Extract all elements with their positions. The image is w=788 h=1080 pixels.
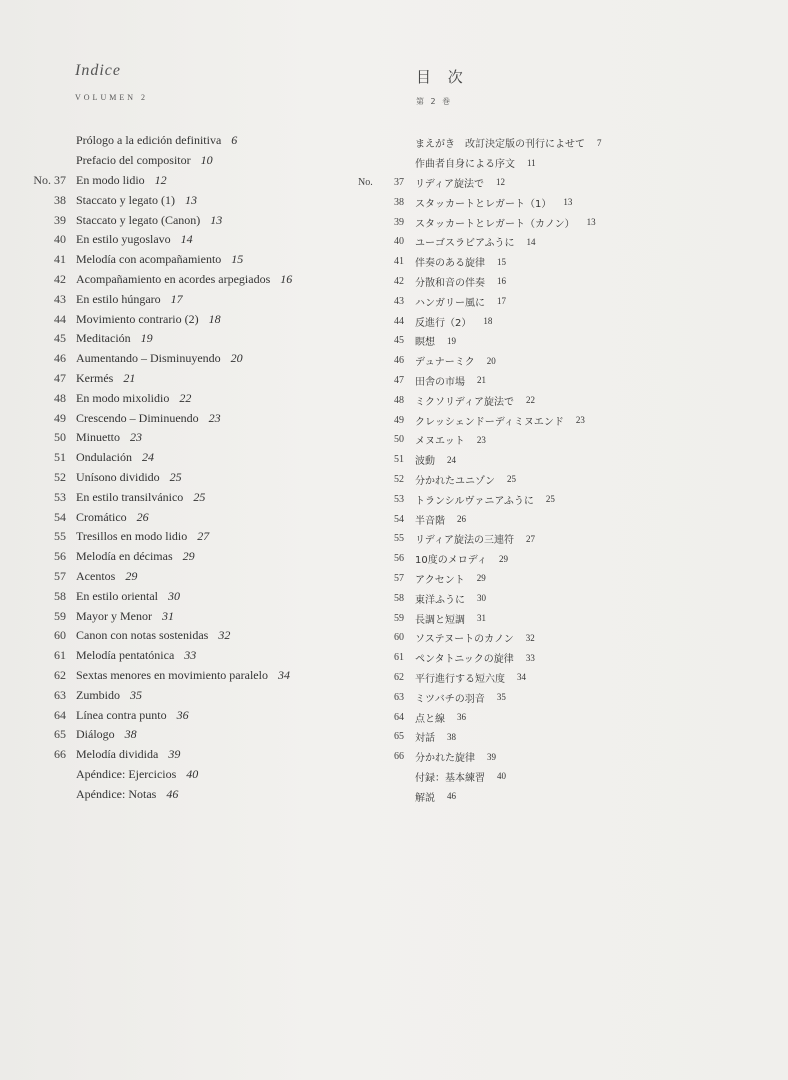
entry-page-number: 39 bbox=[168, 747, 181, 762]
toc-entry bbox=[350, 173, 770, 193]
toc-entry bbox=[20, 329, 380, 349]
toc-entry bbox=[350, 371, 770, 391]
toc-entry bbox=[20, 507, 380, 527]
entry-number: 47 bbox=[54, 370, 66, 385]
entry-page-number: 46 bbox=[447, 791, 456, 802]
entry-page-number: 14 bbox=[180, 232, 193, 247]
entry-number: 41 bbox=[54, 252, 66, 267]
entry-page-number: 33 bbox=[525, 652, 535, 663]
entry-title: スタッカートとレガート（1） bbox=[415, 198, 552, 210]
entry-number: 46 bbox=[394, 355, 404, 367]
entry-page-number: 18 bbox=[208, 311, 221, 326]
entry-title: 分かれた旋律 bbox=[415, 753, 475, 765]
toc-entry bbox=[20, 765, 380, 785]
entry-title: Zumbido bbox=[76, 687, 120, 702]
entry-title: Movimiento contrario (2) bbox=[76, 311, 199, 326]
toc-entry bbox=[20, 685, 380, 705]
entry-title: ソステヌートのカノン bbox=[415, 634, 514, 646]
entry-title: Melodía pentatónica bbox=[76, 648, 175, 663]
entry-page-number: 26 bbox=[136, 509, 149, 524]
entry-title: メヌエット bbox=[415, 436, 465, 448]
entry-number: 60 bbox=[394, 632, 404, 644]
toc-entry bbox=[20, 646, 380, 666]
toc-entry bbox=[20, 309, 380, 329]
entry-title: En estilo húngaro bbox=[76, 291, 161, 306]
entry-page-number: 17 bbox=[170, 291, 183, 306]
entry-title: Melodía en décimas bbox=[76, 549, 173, 564]
entry-page-number: 32 bbox=[525, 632, 535, 643]
toc-entry bbox=[350, 212, 770, 232]
toc-entry bbox=[350, 727, 770, 747]
entry-title: Línea contra punto bbox=[76, 707, 167, 722]
toc-entry bbox=[350, 351, 770, 371]
entry-number: 64 bbox=[54, 707, 66, 722]
entry-number: 41 bbox=[394, 256, 404, 268]
toc-entry bbox=[20, 408, 380, 428]
entry-title: Aumentando – Disminuyendo bbox=[76, 351, 221, 366]
toc-entry bbox=[20, 626, 380, 646]
entry-number: 66 bbox=[394, 751, 404, 763]
entry-title: 作曲者自身による序文 bbox=[415, 159, 515, 171]
toc-entry bbox=[20, 567, 380, 587]
entry-number: 47 bbox=[394, 374, 404, 386]
entry-page-number: 29 bbox=[476, 573, 486, 584]
toc-entry bbox=[350, 430, 770, 450]
entry-number: 40 bbox=[394, 236, 404, 248]
entry-number: 51 bbox=[54, 450, 66, 465]
entry-page-number: 38 bbox=[124, 727, 137, 742]
entry-page-number: 23 bbox=[575, 415, 585, 426]
entry-title: Meditación bbox=[76, 331, 131, 346]
entry-number: 54 bbox=[394, 513, 404, 525]
entry-page-number: 11 bbox=[527, 157, 536, 168]
toc-entry bbox=[350, 767, 770, 787]
entry-page-number: 29 bbox=[498, 553, 508, 564]
entry-page-number: 25 bbox=[169, 469, 182, 484]
toc-entry bbox=[350, 272, 770, 292]
entry-number: 65 bbox=[54, 727, 66, 742]
entry-number: 56 bbox=[394, 553, 404, 565]
entry-number: 57 bbox=[394, 572, 404, 584]
toc-entry bbox=[20, 666, 380, 686]
entry-title: クレッシェンドーディミヌエンド bbox=[415, 416, 564, 428]
entry-page-number: 36 bbox=[176, 707, 189, 722]
entry-page-number: 23 bbox=[476, 434, 486, 445]
entry-title: リディア旋法の三連符 bbox=[415, 535, 514, 547]
entry-title: リディア旋法で bbox=[415, 178, 484, 190]
toc-entry bbox=[350, 232, 770, 252]
entry-title: 反進行（2） bbox=[415, 317, 472, 329]
entry-page-number: 30 bbox=[477, 593, 486, 604]
entry-title: Diálogo bbox=[76, 727, 115, 742]
entry-number: 59 bbox=[54, 608, 66, 623]
toc-entry bbox=[350, 410, 770, 430]
entry-number: 38 bbox=[394, 196, 404, 208]
toc-entry bbox=[350, 608, 770, 628]
toc-entry bbox=[350, 747, 770, 767]
toc-entry bbox=[350, 707, 770, 727]
entry-number: 43 bbox=[394, 295, 404, 307]
entry-title: ミクソリディア旋法で bbox=[415, 396, 514, 408]
toc-entry bbox=[20, 725, 380, 745]
entry-page-number: 15 bbox=[231, 252, 244, 267]
entry-title: Staccato y legato (1) bbox=[76, 192, 175, 207]
toc-entry bbox=[350, 786, 770, 806]
entry-page-number: 12 bbox=[496, 177, 505, 188]
entry-number: 55 bbox=[54, 529, 66, 544]
entry-number: 62 bbox=[394, 671, 404, 683]
entry-page-number: 30 bbox=[167, 588, 180, 603]
entry-page-number: 20 bbox=[486, 355, 496, 366]
entry-page-number: 22 bbox=[526, 395, 535, 406]
entry-page-number: 15 bbox=[497, 256, 506, 267]
index-title-es: Indice bbox=[75, 62, 121, 79]
toc-entry bbox=[350, 687, 770, 707]
entry-number: 61 bbox=[54, 648, 66, 663]
entry-page-number: 40 bbox=[186, 766, 199, 781]
entry-page-number: 10 bbox=[200, 153, 213, 168]
entry-title: Prólogo a la edición definitiva bbox=[76, 133, 222, 148]
entry-title: 半音階 bbox=[415, 515, 445, 527]
entry-page-number: 27 bbox=[197, 529, 210, 544]
number-prefix-label: No. bbox=[358, 176, 373, 188]
toc-entry bbox=[350, 192, 770, 212]
toc-entry bbox=[20, 745, 380, 765]
entry-page-number: 24 bbox=[447, 454, 456, 465]
entry-page-number: 31 bbox=[161, 608, 174, 623]
entry-number: 58 bbox=[54, 588, 66, 603]
toc-entry bbox=[350, 489, 770, 509]
entry-title: Melodía con acompañamiento bbox=[76, 252, 222, 267]
entry-number: 39 bbox=[394, 216, 404, 228]
entry-title: 点と線 bbox=[415, 713, 445, 725]
entry-page-number: 27 bbox=[526, 533, 535, 544]
entry-title: アクセント bbox=[415, 574, 465, 586]
entry-title: Tresillos en modo lidio bbox=[76, 529, 188, 544]
entry-title: 長調と短調 bbox=[415, 614, 465, 626]
volume-label-es: VOLUMEN 2 bbox=[75, 93, 148, 102]
entry-page-number: 7 bbox=[597, 137, 602, 148]
entry-page-number: 6 bbox=[231, 133, 238, 148]
entry-page-number: 23 bbox=[130, 430, 142, 445]
toc-entry bbox=[20, 784, 380, 804]
entry-title: Canon con notas sostenidas bbox=[76, 628, 209, 643]
entry-title: En estilo yugoslavo bbox=[76, 232, 171, 247]
toc-entry bbox=[20, 210, 380, 230]
entry-page-number: 19 bbox=[140, 331, 153, 346]
entry-title: ユーゴスラビアふうに bbox=[415, 238, 515, 250]
toc-entry bbox=[350, 470, 770, 490]
entry-page-number: 34 bbox=[277, 667, 290, 682]
entry-number: 64 bbox=[394, 711, 404, 723]
entry-title: トランシルヴァニアふうに bbox=[415, 495, 534, 507]
toc-entry bbox=[20, 230, 380, 250]
entry-title: ペンタトニックの旋律 bbox=[415, 654, 514, 666]
entry-title: Minuetto bbox=[76, 430, 120, 445]
toc-list-es bbox=[20, 131, 380, 804]
toc-entry bbox=[20, 448, 380, 468]
entry-page-number: 26 bbox=[457, 514, 466, 525]
entry-number: 55 bbox=[394, 533, 404, 545]
entry-number: 52 bbox=[54, 469, 66, 484]
entry-title: Staccato y legato (Canon) bbox=[76, 212, 201, 227]
toc-entry bbox=[350, 153, 770, 173]
entry-number: 57 bbox=[54, 568, 66, 583]
entry-number: 50 bbox=[394, 434, 404, 446]
entry-number: 44 bbox=[54, 311, 66, 326]
entry-title: 解説 bbox=[415, 792, 435, 804]
toc-entry bbox=[20, 369, 380, 389]
entry-page-number: 25 bbox=[545, 494, 555, 505]
toc-entry bbox=[20, 487, 380, 507]
entry-number: 50 bbox=[54, 430, 66, 445]
entry-number: 66 bbox=[54, 747, 66, 762]
entry-page-number: 13 bbox=[184, 192, 197, 207]
toc-entry bbox=[20, 586, 380, 606]
toc-entry bbox=[20, 527, 380, 547]
toc-entry bbox=[350, 569, 770, 589]
toc-entry bbox=[20, 190, 380, 210]
entry-page-number: 20 bbox=[230, 351, 243, 366]
entry-page-number: 35 bbox=[130, 687, 142, 702]
entry-number: 46 bbox=[54, 351, 66, 366]
toc-entry bbox=[350, 529, 770, 549]
entry-number-value: 37 bbox=[394, 176, 404, 188]
entry-title: 波動 bbox=[415, 456, 435, 468]
entry-number: 54 bbox=[54, 509, 66, 524]
entry-title: Apéndice: Ejercicios bbox=[76, 766, 177, 781]
entry-page-number: 23 bbox=[208, 410, 221, 425]
entry-title: Crescendo – Diminuendo bbox=[76, 410, 199, 425]
entry-number: 62 bbox=[54, 667, 66, 682]
entry-title: 分散和音の伴奏 bbox=[415, 277, 485, 289]
entry-page-number: 18 bbox=[483, 316, 493, 327]
entry-title: デュナーミク bbox=[415, 357, 475, 369]
entry-number: 38 bbox=[54, 192, 66, 207]
toc-entry bbox=[20, 131, 380, 151]
entry-page-number: 19 bbox=[447, 335, 456, 346]
volume-label-ja: 第 2 巻 bbox=[416, 97, 453, 106]
entry-page-number: 36 bbox=[457, 712, 466, 722]
entry-number: 61 bbox=[394, 652, 404, 664]
entry-title: Acentos bbox=[76, 568, 116, 583]
toc-entry bbox=[350, 390, 770, 410]
entry-number: 63 bbox=[394, 691, 404, 703]
toc-entry bbox=[350, 549, 770, 569]
toc-entry bbox=[350, 628, 770, 648]
entry-number: 48 bbox=[54, 390, 66, 405]
entry-number: 58 bbox=[394, 592, 404, 604]
entry-number: 40 bbox=[54, 232, 66, 247]
entry-title: Prefacio del compositor bbox=[76, 153, 191, 168]
entry-page-number: 13 bbox=[586, 217, 596, 228]
toc-entry bbox=[350, 509, 770, 529]
entry-number: 45 bbox=[394, 335, 404, 347]
toc-entry bbox=[20, 151, 380, 171]
entry-page-number: 33 bbox=[184, 648, 197, 663]
entry-title: Unísono dividido bbox=[76, 469, 160, 484]
entry-page-number: 29 bbox=[125, 568, 138, 583]
entry-number: 63 bbox=[54, 687, 66, 702]
entry-page-number: 13 bbox=[210, 212, 223, 227]
toc-entry bbox=[350, 668, 770, 688]
entry-page-number: 25 bbox=[507, 474, 516, 485]
entry-number: 39 bbox=[54, 212, 66, 227]
entry-number: 42 bbox=[394, 275, 404, 287]
toc-entry bbox=[20, 547, 380, 567]
toc-entry bbox=[350, 648, 770, 668]
entry-title: 田舎の市場 bbox=[415, 376, 465, 388]
entry-page-number: 46 bbox=[166, 786, 179, 801]
entry-title: 分かれたユニゾン bbox=[415, 475, 495, 487]
toc-entry bbox=[20, 289, 380, 309]
entry-number: 65 bbox=[394, 731, 404, 743]
entry-title: 対話 bbox=[415, 733, 435, 745]
entry-title: Ondulación bbox=[76, 450, 132, 465]
entry-title: ミツバチの羽音 bbox=[415, 693, 485, 705]
entry-number: 44 bbox=[394, 315, 404, 327]
entry-number: 48 bbox=[394, 394, 404, 406]
entry-title: スタッカートとレガート（カノン） bbox=[415, 218, 575, 230]
toc-entry bbox=[350, 311, 770, 331]
entry-page-number: 38 bbox=[447, 731, 456, 742]
entry-title: 伴奏のある旋律 bbox=[415, 258, 485, 270]
entry-number: 42 bbox=[54, 271, 66, 286]
entry-title: Cromático bbox=[76, 509, 127, 524]
toc-entry bbox=[350, 331, 770, 351]
toc-entry bbox=[350, 588, 770, 608]
toc-entry bbox=[20, 349, 380, 369]
entry-title: ハンガリー風に bbox=[415, 297, 485, 309]
toc-entry bbox=[350, 291, 770, 311]
entry-title: Acompañamiento en acordes arpegiados bbox=[76, 271, 271, 286]
entry-page-number: 29 bbox=[182, 549, 195, 564]
entry-page-number: 25 bbox=[193, 489, 206, 504]
entry-page-number: 40 bbox=[497, 771, 506, 782]
entry-title: Sextas menores en movimiento paralelo bbox=[76, 667, 268, 682]
entry-page-number: 21 bbox=[477, 375, 486, 386]
entry-number: 59 bbox=[394, 612, 404, 624]
toc-entry bbox=[350, 252, 770, 272]
entry-title: Kermés bbox=[76, 370, 114, 385]
index-title-ja: 目 次 bbox=[416, 68, 469, 86]
toc-entry bbox=[20, 270, 380, 290]
entry-title: En modo lidio bbox=[76, 172, 145, 187]
entry-title: Melodía dividida bbox=[76, 747, 159, 762]
entry-page-number: 17 bbox=[497, 296, 506, 307]
entry-title: Mayor y Menor bbox=[76, 608, 152, 623]
entry-number bbox=[350, 177, 415, 188]
entry-page-number: 16 bbox=[280, 271, 293, 286]
entry-title: 平行進行する短六度 bbox=[415, 673, 505, 685]
entry-page-number: 16 bbox=[497, 276, 506, 287]
entry-title: まえがき 改訂決定版の刊行によせて bbox=[415, 139, 585, 151]
entry-title: En modo mixolidio bbox=[76, 390, 170, 405]
entry-title: En estilo transilvánico bbox=[76, 489, 184, 504]
entry-number: 53 bbox=[394, 493, 404, 505]
entry-number: 56 bbox=[54, 549, 66, 564]
entry-title: En estilo oriental bbox=[76, 588, 158, 603]
entry-number: 45 bbox=[54, 331, 66, 346]
entry-title: 瞑想 bbox=[415, 337, 435, 349]
entry-page-number: 24 bbox=[142, 450, 154, 465]
toc-entry bbox=[350, 133, 770, 153]
toc-entry bbox=[20, 250, 380, 270]
toc-entry bbox=[20, 606, 380, 626]
entry-page-number: 21 bbox=[123, 370, 136, 385]
entry-number: 53 bbox=[54, 489, 66, 504]
entry-number: No. 37 bbox=[33, 172, 66, 187]
entry-page-number: 12 bbox=[154, 172, 167, 187]
entry-page-number: 13 bbox=[563, 197, 573, 208]
toc-entry bbox=[20, 428, 380, 448]
entry-page-number: 39 bbox=[487, 751, 496, 762]
entry-page-number: 31 bbox=[477, 613, 486, 624]
entry-page-number: 14 bbox=[526, 236, 536, 247]
entry-page-number: 35 bbox=[496, 692, 506, 703]
entry-page-number: 22 bbox=[179, 390, 192, 405]
entry-title: 10度のメロディ bbox=[415, 555, 487, 567]
entry-number: 51 bbox=[394, 454, 404, 466]
entry-title: 付録：基本練習 bbox=[415, 772, 485, 784]
entry-number: 49 bbox=[54, 410, 66, 425]
toc-entry bbox=[350, 450, 770, 470]
entry-number: 43 bbox=[54, 291, 66, 306]
toc-list-ja bbox=[350, 133, 770, 806]
toc-entry bbox=[20, 705, 380, 725]
toc-entry bbox=[20, 171, 380, 191]
toc-entry bbox=[20, 388, 380, 408]
entry-title: 東洋ふうに bbox=[415, 594, 465, 606]
entry-number: 60 bbox=[54, 628, 66, 643]
entry-number: 49 bbox=[394, 414, 404, 426]
entry-page-number: 32 bbox=[218, 628, 231, 643]
entry-page-number: 34 bbox=[517, 672, 526, 683]
entry-number: 52 bbox=[394, 473, 404, 485]
toc-entry bbox=[20, 468, 380, 488]
entry-title: Apéndice: Notas bbox=[76, 786, 157, 801]
